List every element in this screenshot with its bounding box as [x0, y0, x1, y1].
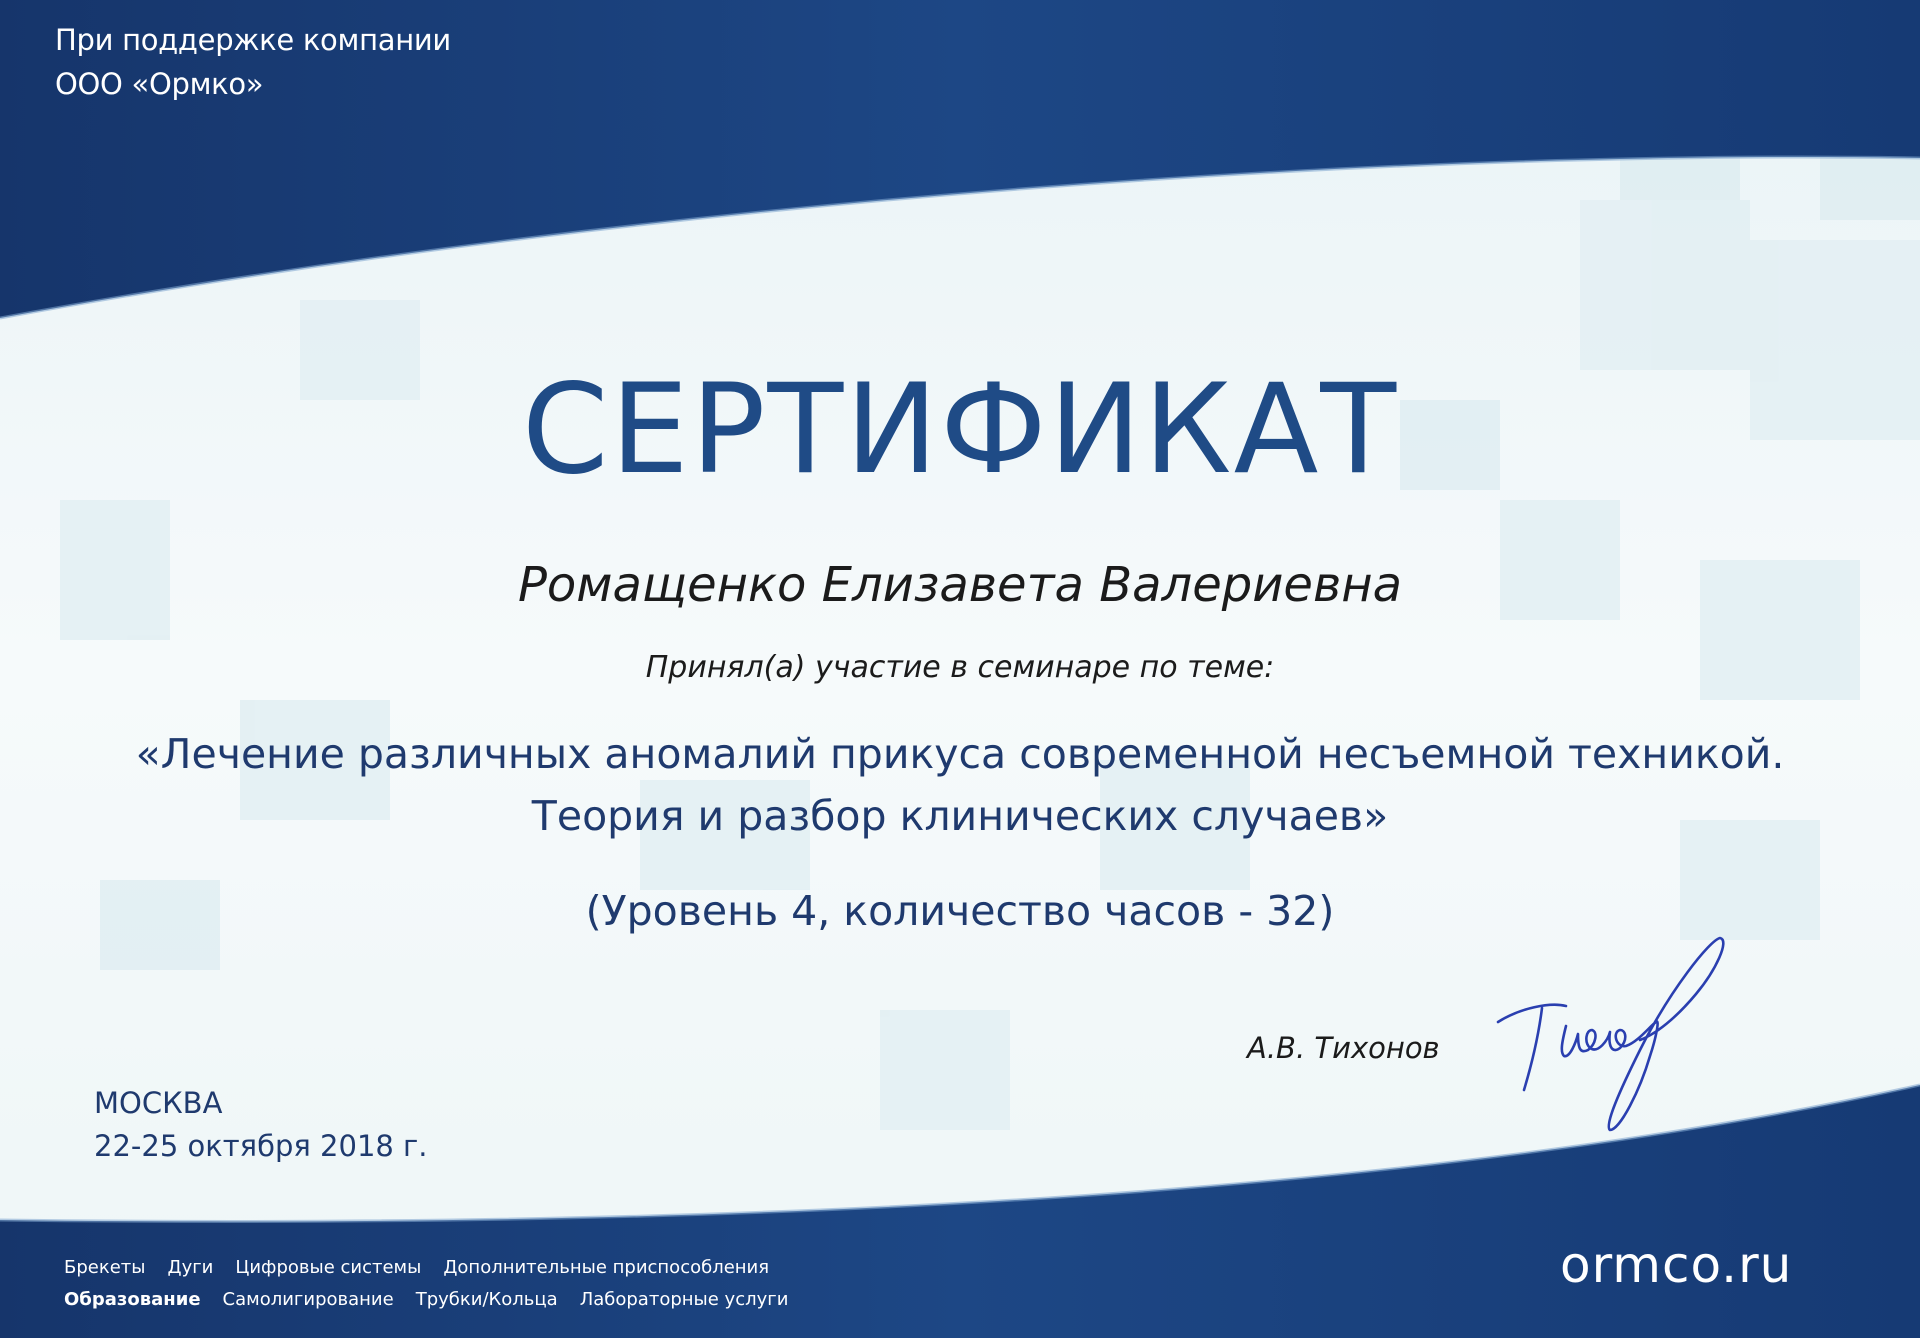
footer-link-item: Самолигирование — [222, 1289, 394, 1310]
handwritten-signature — [1480, 930, 1750, 1140]
footer-link-item: Образование — [64, 1289, 201, 1310]
participation-statement: Принял(а) участие в семинаре по теме: — [645, 650, 1275, 685]
footer-product-links — [64, 1252, 810, 1316]
footer-row-2 — [64, 1284, 810, 1316]
footer-link-item: Лабораторные услуги — [579, 1289, 789, 1310]
sponsor-line-1: При поддержке компании — [55, 23, 451, 57]
seminar-topic-line-1: «Лечение различных аномалий прикуса современной несъемной техникой. — [135, 730, 1785, 778]
footer-link-item: Дополнительные приспособления — [443, 1257, 770, 1278]
place-and-date — [94, 1082, 428, 1168]
website-url: ormco.ru — [1560, 1236, 1793, 1294]
seminar-topic — [0, 723, 1920, 847]
footer-link-item: Цифровые системы — [235, 1257, 422, 1278]
sponsor-note — [55, 18, 451, 106]
footer-row-1 — [64, 1252, 810, 1284]
signer-name: А.В. Тихонов — [1247, 1031, 1440, 1065]
footer-link-item: Брекеты — [64, 1257, 146, 1278]
seminar-level-hours: (Уровень 4, количество часов - 32) — [585, 887, 1335, 935]
event-date: 22-25 октября 2018 г. — [94, 1129, 428, 1163]
sponsor-line-2: ООО «Ормко» — [55, 67, 264, 101]
footer-link-item: Дуги — [167, 1257, 214, 1278]
footer-link-item: Трубки/Кольца — [415, 1289, 558, 1310]
seminar-topic-line-2: Теория и разбор клинических случаев» — [531, 792, 1389, 840]
city: МОСКВА — [94, 1086, 223, 1120]
recipient-name: Ромащенко Елизавета Валериевна — [517, 557, 1403, 613]
certificate-title: СЕРТИФИКАТ — [521, 358, 1399, 502]
